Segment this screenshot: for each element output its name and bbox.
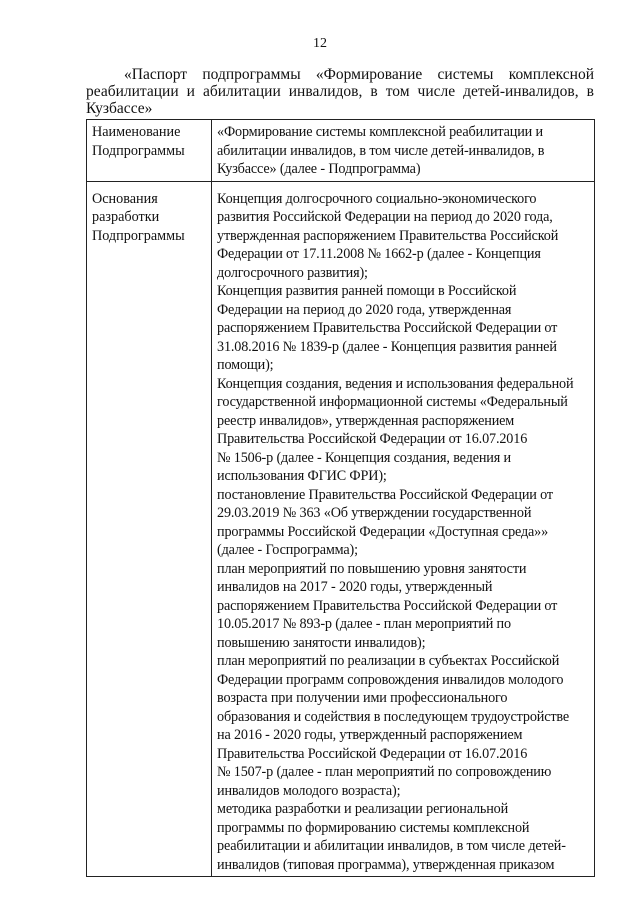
heading-word: абилитации (202, 83, 281, 100)
heading-word: «Паспорт (124, 66, 188, 83)
row-label-cell (87, 120, 212, 182)
value-line: образования и содействия в последующем трудоустройстве (217, 708, 570, 725)
value-line: реабилитации и абилитации инвалидов, в том числе детей- (217, 838, 566, 854)
value-line: постановление Правительства Российской Федерации от (217, 486, 553, 503)
value-line: № 1507-р (далее - план мероприятий по сопровождению (217, 764, 552, 780)
value-line: Федерации на период до 2020 года, утвержденная (217, 301, 512, 318)
value-line: абилитации инвалидов, в том числе детей-инвалидов, в (217, 142, 545, 159)
heading-word: реабилитации (86, 83, 179, 100)
value-line: № 1506-р (далее - Концепция создания, ведения и (217, 449, 511, 466)
label-line: разработки (92, 209, 160, 225)
heading-line-1 (86, 66, 594, 83)
heading-word: подпрограммы (202, 66, 301, 83)
heading-word: системы (437, 66, 494, 83)
heading-word: том (385, 83, 410, 100)
heading-word: и (186, 83, 195, 100)
label-line: Наименование (92, 124, 181, 140)
value-line: инвалидов на 2017 - 2020 годы, утвержденный (217, 579, 493, 595)
row-value-cell (212, 120, 595, 182)
value-line: Концепция создания, ведения и использования федеральной (217, 375, 574, 392)
heading-word: инвалидов, (288, 83, 363, 100)
heading-line-3: Кузбассе» (86, 100, 153, 117)
row-value-cell (212, 181, 595, 877)
label-line: Подпрограммы (92, 142, 185, 159)
value-line: «Формирование системы комплексной реабилитации и (217, 124, 543, 140)
value-line: 29.03.2019 № 363 «Об утверждении государственной (217, 505, 532, 521)
value-line: повышению занятости инвалидов); (217, 634, 426, 651)
value-line: Федерации от 17.11.2008 № 1662-р (далее - Концепция (217, 246, 541, 262)
value-line: 31.08.2016 № 1839-р (далее - Концепция развития ранней (217, 338, 557, 355)
value-line: государственной информационной системы «Федеральный (217, 394, 568, 410)
value-line: утвержденная распоряжением Правительства Российской (217, 227, 559, 244)
value-line: 10.05.2017 № 893-р (далее - план мероприятий по (217, 616, 511, 632)
value-line: реестр инвалидов», утвержденная распоряжением (217, 412, 515, 429)
value-line: план мероприятий по повышению уровня занятости (217, 560, 527, 577)
heading-word: в (370, 83, 378, 100)
value-line: программы Российской Федерации «Доступная среда»» (217, 523, 549, 540)
value-line: Концепция развития ранней помощи в Российской (217, 283, 517, 299)
value-line: (далее - Госпрограмма); (217, 542, 358, 558)
value-line: инвалидов молодого возраста); (217, 782, 401, 799)
table-row (87, 120, 595, 182)
heading-word: в (586, 83, 594, 100)
value-line: Концепция долгосрочного социально-экономического (217, 190, 537, 207)
label-line: Основания (92, 190, 158, 207)
value-line: долгосрочного развития); (217, 264, 368, 281)
value-line: методика разработки и реализации региональной (217, 801, 509, 817)
passport-heading (86, 66, 594, 117)
heading-word: числе (417, 83, 456, 100)
page-number: 12 (313, 36, 327, 51)
value-line: развития Российской Федерации на период до 2020 года, (217, 209, 553, 225)
table-row (87, 181, 595, 877)
heading-word: комплексной (508, 66, 594, 83)
value-line: Правительства Российской Федерации от 16.07.2016 (217, 745, 528, 762)
value-line: распоряжением Правительства Российской Федерации от (217, 320, 558, 336)
heading-word: детей-инвалидов, (463, 83, 579, 100)
value-line: Федерации программ сопровождения инвалидов молодого (217, 671, 564, 688)
value-line: инвалидов (типовая программа), утвержденная приказом (217, 856, 555, 873)
passport-table (86, 119, 595, 877)
value-line: помощи); (217, 357, 274, 373)
heading-word: «Формирование (315, 66, 423, 83)
value-line: возраста при получении ими профессионального (217, 690, 508, 706)
value-line: Правительства Российской Федерации от 16.07.2016 (217, 431, 528, 447)
heading-line-2 (86, 83, 594, 100)
label-line: Подпрограммы (92, 227, 185, 244)
value-line: Кузбассе» (далее - Подпрограмма) (217, 161, 421, 177)
value-line: программы по формированию системы комплексной (217, 819, 530, 836)
value-line: план мероприятий по реализации в субъектах Российской (217, 653, 560, 669)
value-line: использования ФГИС ФРИ); (217, 468, 387, 484)
value-line: распоряжением Правительства Российской Федерации от (217, 597, 558, 614)
row-label-cell (87, 181, 212, 877)
value-line: на 2016 - 2020 годы, утвержденный распоряжением (217, 727, 523, 743)
